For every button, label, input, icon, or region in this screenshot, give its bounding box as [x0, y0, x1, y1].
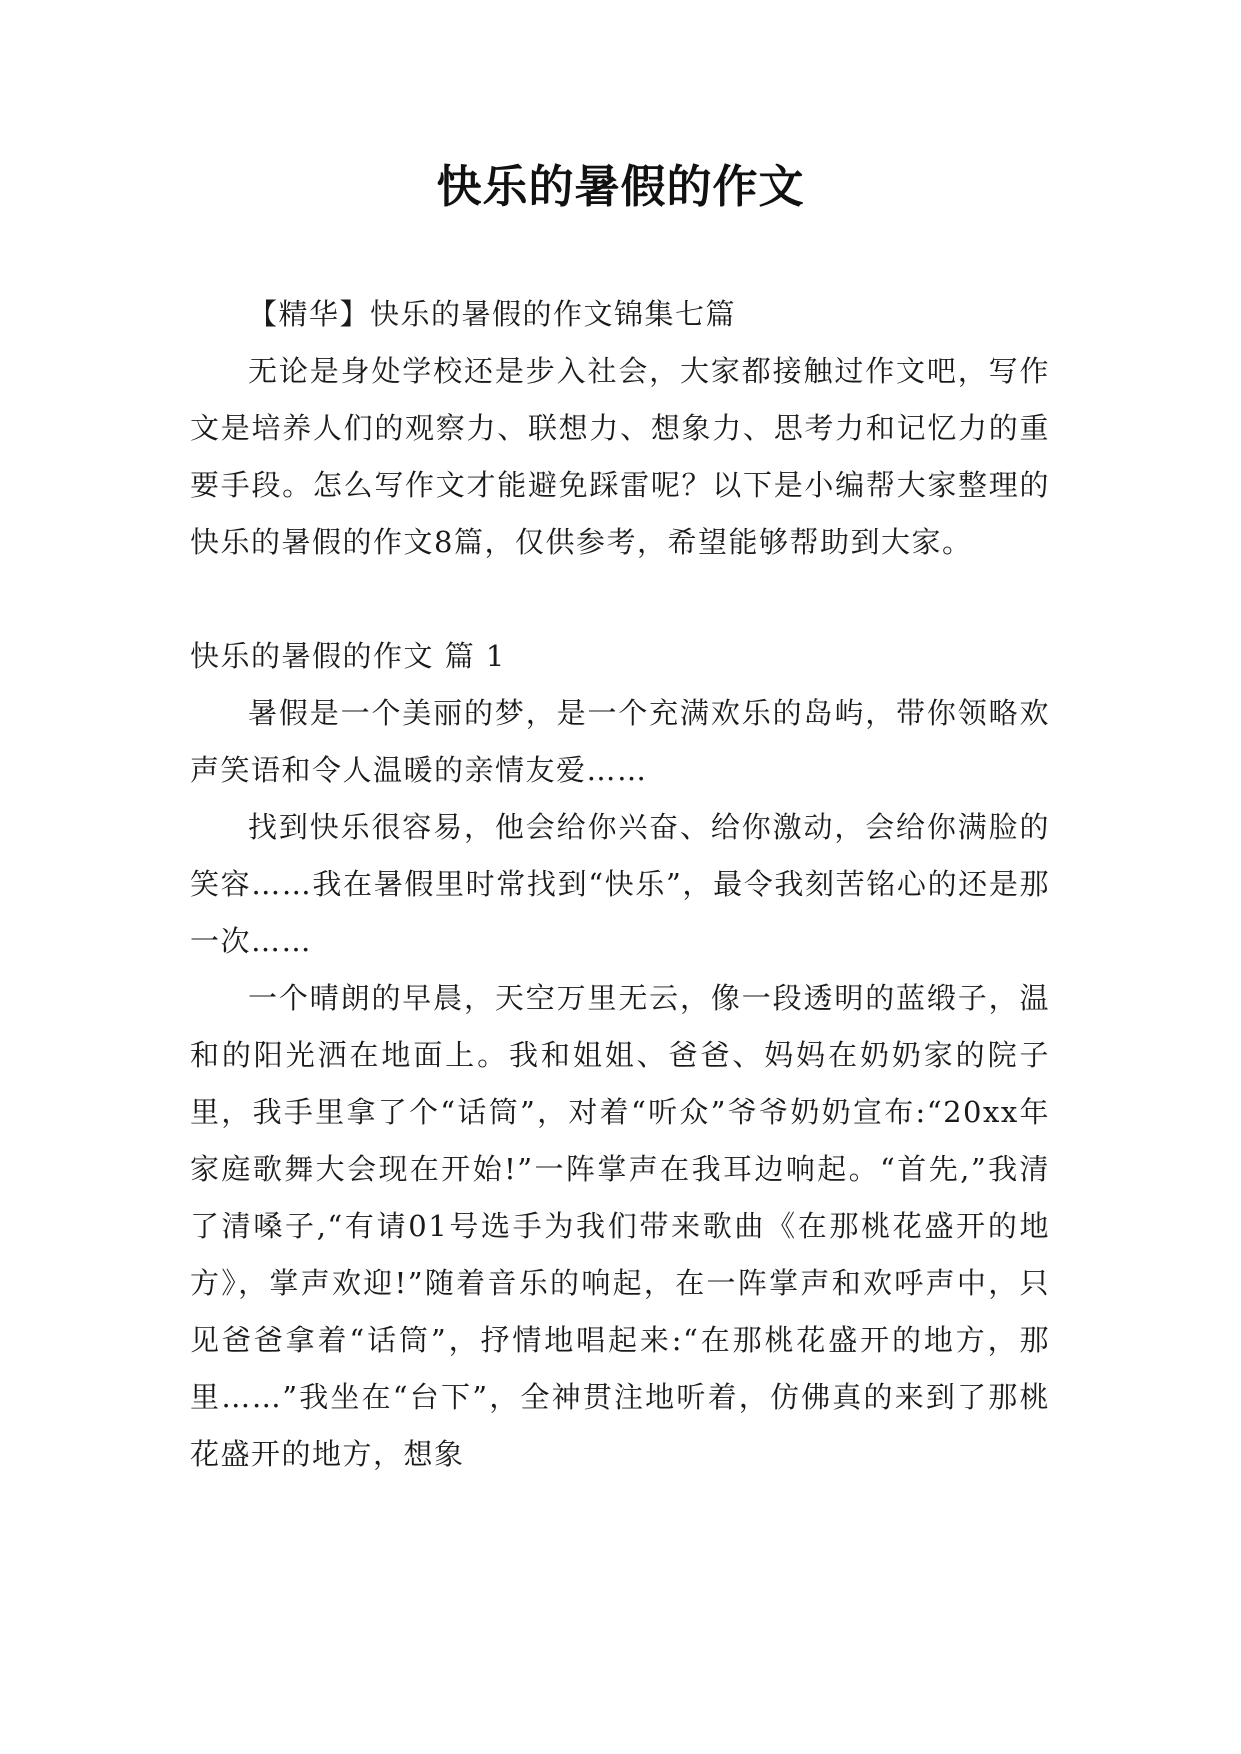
document-title: 快乐的暑假的作文 — [436, 160, 805, 213]
body-paragraph-2: 找到快乐很容易，他会给你兴奋、给你激动，会给你满脸的笑容……我在暑假里时常找到“快乐”，最令我刻苦铭心的还是那一次…… — [190, 810, 1050, 958]
body-paragraph-1: 暑假是一个美丽的梦，是一个充满欢乐的岛屿，带你领略欢声笑语和令人温暖的亲情友爱…… — [190, 696, 1050, 787]
document-subtitle: 【精华】快乐的暑假的作文锦集七篇 — [248, 297, 737, 331]
section-heading: 快乐的暑假的作文 篇 1 — [190, 639, 506, 673]
intro-paragraph: 无论是身处学校还是步入社会，大家都接触过作文吧，写作文是培养人们的观察力、联想力、想象力、思考力和记忆力的重要手段。怎么写作文才能避免踩雷呢？以下是小编帮大家整理的快乐的暑假的作文8篇，仅供参考，希望能够帮助到大家。 — [190, 354, 1050, 559]
document-body — [190, 286, 1050, 1483]
body-paragraph-3: 一个晴朗的早晨，天空万里无云，像一段透明的蓝缎子，温和的阳光洒在地面上。我和姐姐、爸爸、妈妈在奶奶家的院子里，我手里拿了个“话筒”，对着“听众”爷爷奶奶宣布:“20xx年家庭歌舞大会现在开始!”一阵掌声在我耳边响起。“首先,”我清了清嗓子,“有请01号选手为我们带来歌曲《在那桃花盛开的地方》，掌声欢迎!”随着音乐的响起，在一阵掌声和欢呼声中，只见爸爸拿着“话筒”，抒情地唱起来:“在那桃花盛开的地方，那里……”我坐在“台下”，全神贯注地听着，仿佛真的来到了那桃花盛开的地方，想象 — [190, 981, 1050, 1471]
